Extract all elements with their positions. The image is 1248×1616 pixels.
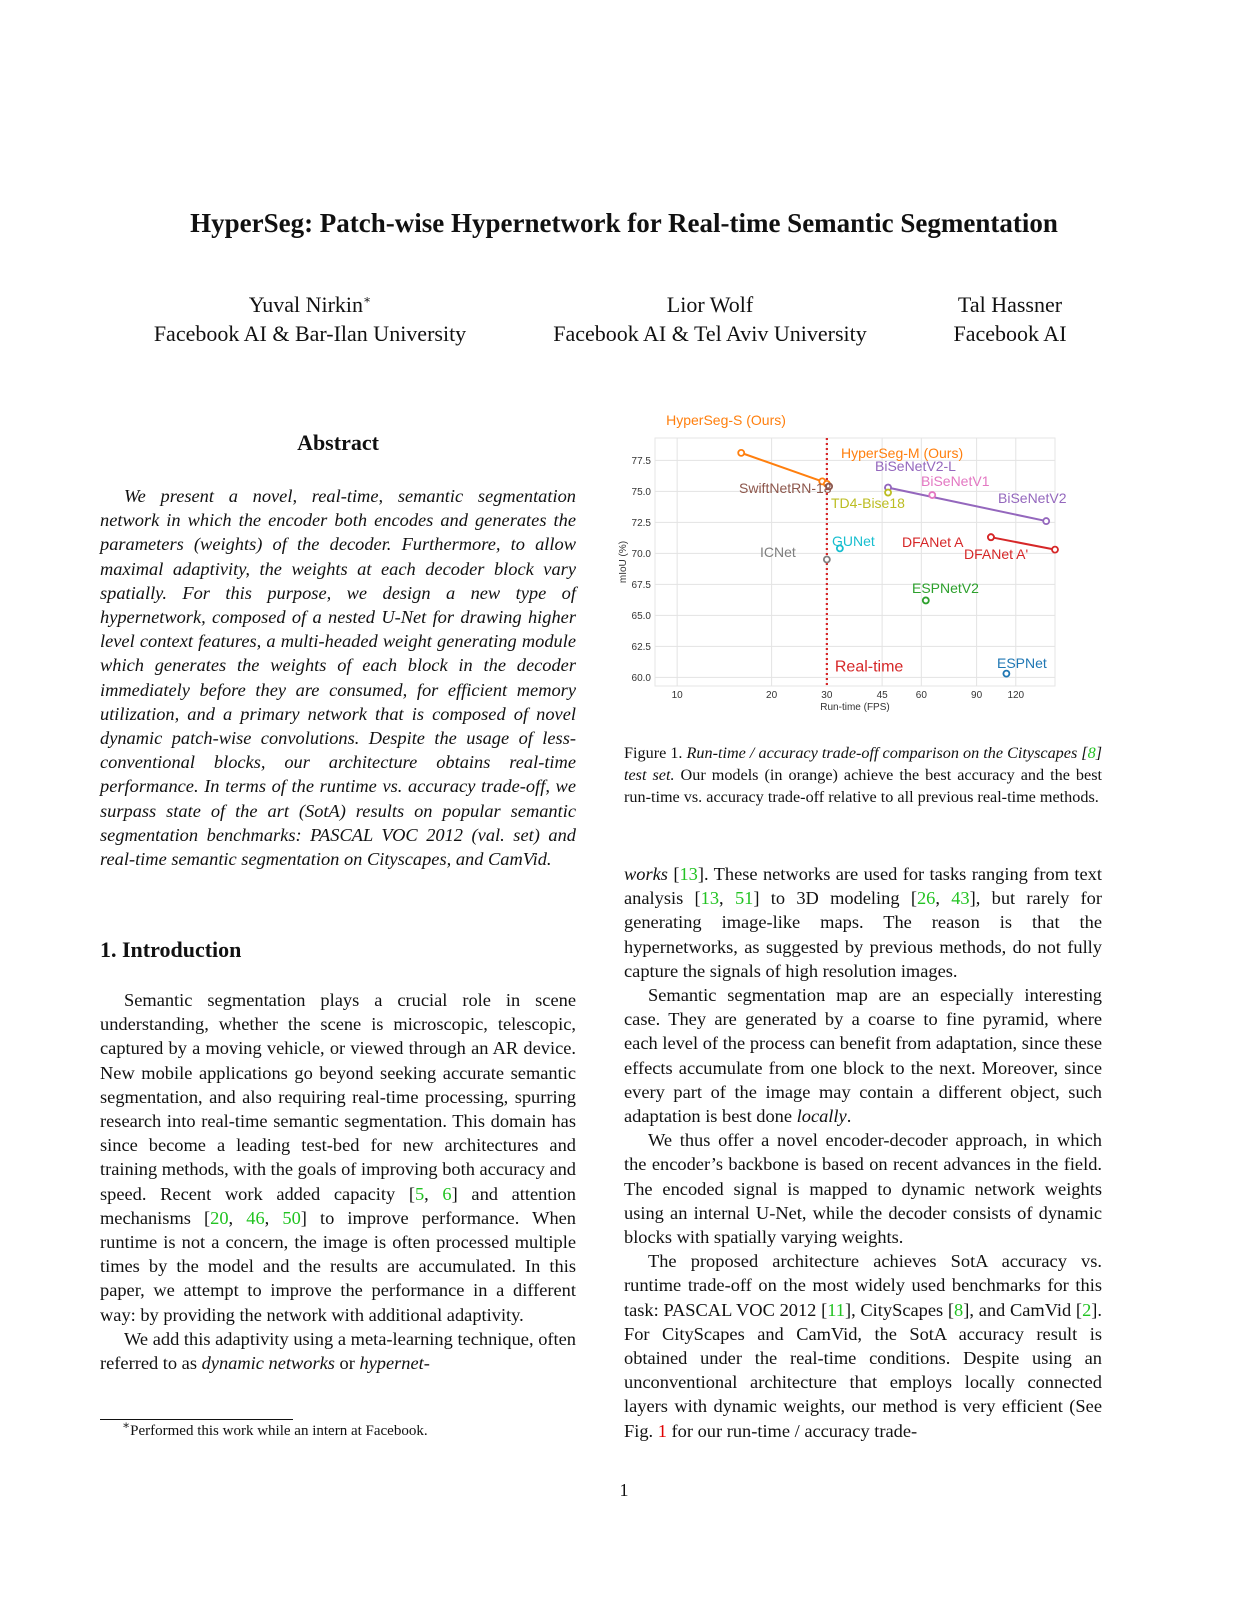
text-run: for our run-time / accuracy trade- <box>666 1420 918 1441</box>
data-point <box>929 492 935 498</box>
author-3 <box>920 290 1100 348</box>
right-column-text <box>624 862 1102 1443</box>
text-run: [ <box>667 864 680 884</box>
author-footnote-mark: ∗ <box>363 292 372 307</box>
x-tick-label: 20 <box>766 690 778 701</box>
text-run: ], CityScapes [ <box>844 1299 955 1320</box>
author-name: Lior Wolf <box>666 292 754 317</box>
right-paragraph-3 <box>624 1128 1102 1249</box>
author-affiliation: Facebook AI <box>953 321 1067 346</box>
point-label: SwiftNetRN-18 <box>739 480 832 496</box>
text-run: , <box>935 888 952 909</box>
text-run: Semantic segmentation plays a crucial role in scene understanding, whether the scene is microscopic, telescopic, captured by a moving vehicle, or viewed through an AR device. New mobile applications go beyond seeking accurate semantic segmentation, and also requiring real-time processing, spurring research into real-time semantic segmentation. This domain has since become a leading test-bed for new architectures and training methods, with the goals of improving both accuracy and speed. Recent work added capacity [ <box>100 990 577 1204</box>
text-run: , <box>264 1207 283 1228</box>
point-label: ESPNet <box>997 655 1047 671</box>
text-run: dynamic networks <box>201 1353 335 1374</box>
citation-link[interactable]: 8 <box>954 1299 964 1320</box>
text-run: ], but rarely for generating image-like maps. The reason is that the hypernetworks, as suggested by previous methods, do not fully capture the signals of high resolution images. <box>624 888 1103 981</box>
y-tick-label: 65.0 <box>631 610 651 622</box>
paper-title: HyperSeg: Patch-wise Hypernetwork for Real-time Semantic Segmentation <box>190 208 1058 238</box>
text-run: We add this adaptivity using a meta-learning technique, often referred to as <box>100 1328 576 1374</box>
citation-link[interactable]: 5 <box>414 1183 425 1204</box>
data-point <box>988 534 994 540</box>
point-label: ICNet <box>760 544 796 560</box>
footnote <box>122 1418 428 1440</box>
point-label: HyperSeg-S (Ours) <box>666 412 786 428</box>
point-label: DFANet A <box>902 534 964 550</box>
citation-link[interactable]: 50 <box>282 1207 301 1228</box>
x-tick-label: 90 <box>971 690 983 701</box>
citation-link[interactable]: 51 <box>734 888 754 909</box>
footnote-text: Performed this work while an intern at Facebook. <box>130 1423 428 1439</box>
abstract-paragraph: We present a novel, real-time, semantic segmentation network in which the encoder both encodes and generates the parameters (weights) of the decoder. Furthermore, to allow maximal adaptivity, the weights at each decoder block vary spatially. For this purpose, we design a new type of hypernetwork, composed of a nested U-Net for drawing higher level context features, a multi-headed weight generating module which generates the weights of each block in the decoder immediately before they are consumed, for efficient memory utilization, and a primary network that is composed of novel dynamic patch-wise convolutions. Despite the usage of less-conventional blocks, our architecture obtains real-time performance. In terms of the runtime vs. accuracy trade-off, we surpass state of the art (SotA) results on popular semantic segmentation benchmarks: PASCAL VOC 2012 (val. set) and real-time semantic segmentation on Cityscapes, and CamVid. <box>100 486 576 870</box>
text-run: ], and CamVid [ <box>963 1299 1083 1320</box>
citation-link[interactable]: 6 <box>442 1183 452 1204</box>
section-heading-introduction: 1. Introduction <box>100 937 242 962</box>
point-label: BiSeNetV2 <box>998 490 1067 506</box>
intro-paragraph-1 <box>100 988 576 1327</box>
data-point <box>738 450 744 456</box>
citation-link[interactable]: 43 <box>951 888 970 909</box>
author-name: Tal Hassner <box>957 292 1063 317</box>
author-affiliation: Facebook AI & Tel Aviv University <box>553 321 867 346</box>
footnote-mark: ∗ <box>122 1418 131 1432</box>
data-point <box>923 597 929 603</box>
citation-link[interactable]: 8 <box>1087 744 1096 762</box>
introduction-text <box>100 988 576 1375</box>
text-run: ] and attention mechanisms [ <box>100 1183 576 1228</box>
point-label: BiSeNetV2-L <box>875 458 956 474</box>
text-run: The proposed architecture achieves SotA accuracy vs. runtime trade-off on the most widely used benchmarks for this task: PASCAL VOC 2012 [ <box>624 1251 1102 1320</box>
point-label: DFANet A' <box>964 546 1029 562</box>
text-run: locally <box>796 1106 847 1127</box>
caption-label: Figure 1. <box>624 744 683 762</box>
author-1 <box>122 290 498 348</box>
page-number: 1 <box>619 1480 629 1500</box>
y-tick-label: 62.5 <box>631 641 651 653</box>
runtime-accuracy-chart <box>614 412 1084 726</box>
citation-link[interactable]: 46 <box>246 1207 265 1228</box>
text-run: , <box>424 1183 443 1204</box>
abstract-text <box>100 484 576 871</box>
abstract-heading: Abstract <box>297 430 379 455</box>
right-paragraph-2 <box>624 983 1102 1128</box>
author-2 <box>520 290 900 348</box>
text-run: . <box>846 1106 852 1127</box>
author-affiliation: Facebook AI & Bar-Ilan University <box>153 321 467 346</box>
y-tick-label: 60.0 <box>631 672 651 684</box>
figure-caption <box>624 742 1102 808</box>
y-tick-label: 75.0 <box>631 486 651 498</box>
x-tick-label: 10 <box>671 690 683 701</box>
text-run: We thus offer a novel encoder-decoder approach, in which the encoder’s backbone is based on recent advances in the field. The encoded signal is mapped to dynamic network weights using an internal U-Net, while the decoder consists of dynamic blocks with spatially varying weights. <box>624 1130 1102 1248</box>
citation-link[interactable]: 1 <box>657 1420 667 1441</box>
text-run: , <box>228 1207 247 1228</box>
point-label: BiSeNetV1 <box>921 473 990 489</box>
citation-link[interactable]: 11 <box>827 1299 845 1320</box>
text-run: Semantic segmentation map are an especially interesting case. They are generated by a coarse to fine pyramid, where each level of the process can benefit from adaptation, since these effects accumulate from one block to the next. Moreover, since every part of the image may contain a different object, such adaptation is best done <box>624 985 1102 1127</box>
text-run: , <box>719 888 735 909</box>
point-label: HyperSeg-M (Ours) <box>841 445 964 461</box>
text-run: or <box>334 1353 360 1374</box>
plot-area <box>655 438 1055 686</box>
citation-link[interactable]: 20 <box>210 1207 229 1228</box>
text-run: ]. These networks are used for tasks ranging from text analysis [ <box>624 864 1102 909</box>
realtime-label: Real-time <box>834 658 904 676</box>
text-run: ] to improve performance. When runtime is not a concern, the image is often processed multiple times by the model and the results are accumulated. In this paper, we attempt to improve the performance in a different way: by providing the network with additional adaptivity. <box>100 1207 577 1325</box>
x-tick-label: 120 <box>1007 690 1025 701</box>
caption-italic: Run-time / accuracy trade-off comparison on the Cityscapes [ <box>686 744 1088 762</box>
data-point <box>824 557 830 563</box>
text-run: works <box>624 864 668 884</box>
x-tick-label: 30 <box>821 690 833 701</box>
point-label: TD4-Bise18 <box>831 495 905 511</box>
x-tick-label: 45 <box>876 690 888 701</box>
right-paragraph-1 <box>624 862 1102 983</box>
y-tick-label: 72.5 <box>631 517 651 529</box>
y-tick-label: 67.5 <box>631 579 651 591</box>
data-point <box>1052 547 1058 553</box>
data-point <box>1003 671 1009 677</box>
text-run: ]. For CityScapes and CamVid, the SotA accuracy result is obtained under the real-time conditions. Despite using an unconventional architecture that employs locally connected layers with dynamic weights, our method is very efficient (See Fig. <box>624 1299 1102 1441</box>
citation-link[interactable]: 2 <box>1082 1299 1092 1320</box>
text-run: ] to 3D modeling [ <box>753 888 917 909</box>
author-name: Yuval Nirkin <box>248 292 364 317</box>
y-tick-label: 70.0 <box>631 548 651 560</box>
point-label: ESPNetV2 <box>912 580 979 596</box>
text-run: hypernet- <box>359 1353 430 1374</box>
x-tick-label: 60 <box>915 690 927 701</box>
citation-link[interactable]: 26 <box>916 888 936 909</box>
intro-paragraph-2 <box>100 1327 576 1375</box>
caption-italic: ] test set. <box>624 744 1103 784</box>
x-axis-label: Run-time (FPS) <box>820 702 890 713</box>
y-axis-label: mIoU (%) <box>618 540 629 584</box>
caption-text: Our models (in orange) achieve the best accuracy and the best run-time vs. accuracy trade-off relative to all previous real-time methods. <box>624 766 1102 806</box>
point-label: GUNet <box>832 533 875 549</box>
data-point <box>1043 518 1049 524</box>
y-tick-label: 77.5 <box>631 455 651 467</box>
citation-link[interactable]: 13 <box>679 864 698 884</box>
citation-link[interactable]: 13 <box>700 888 720 909</box>
right-paragraph-4 <box>624 1249 1102 1443</box>
